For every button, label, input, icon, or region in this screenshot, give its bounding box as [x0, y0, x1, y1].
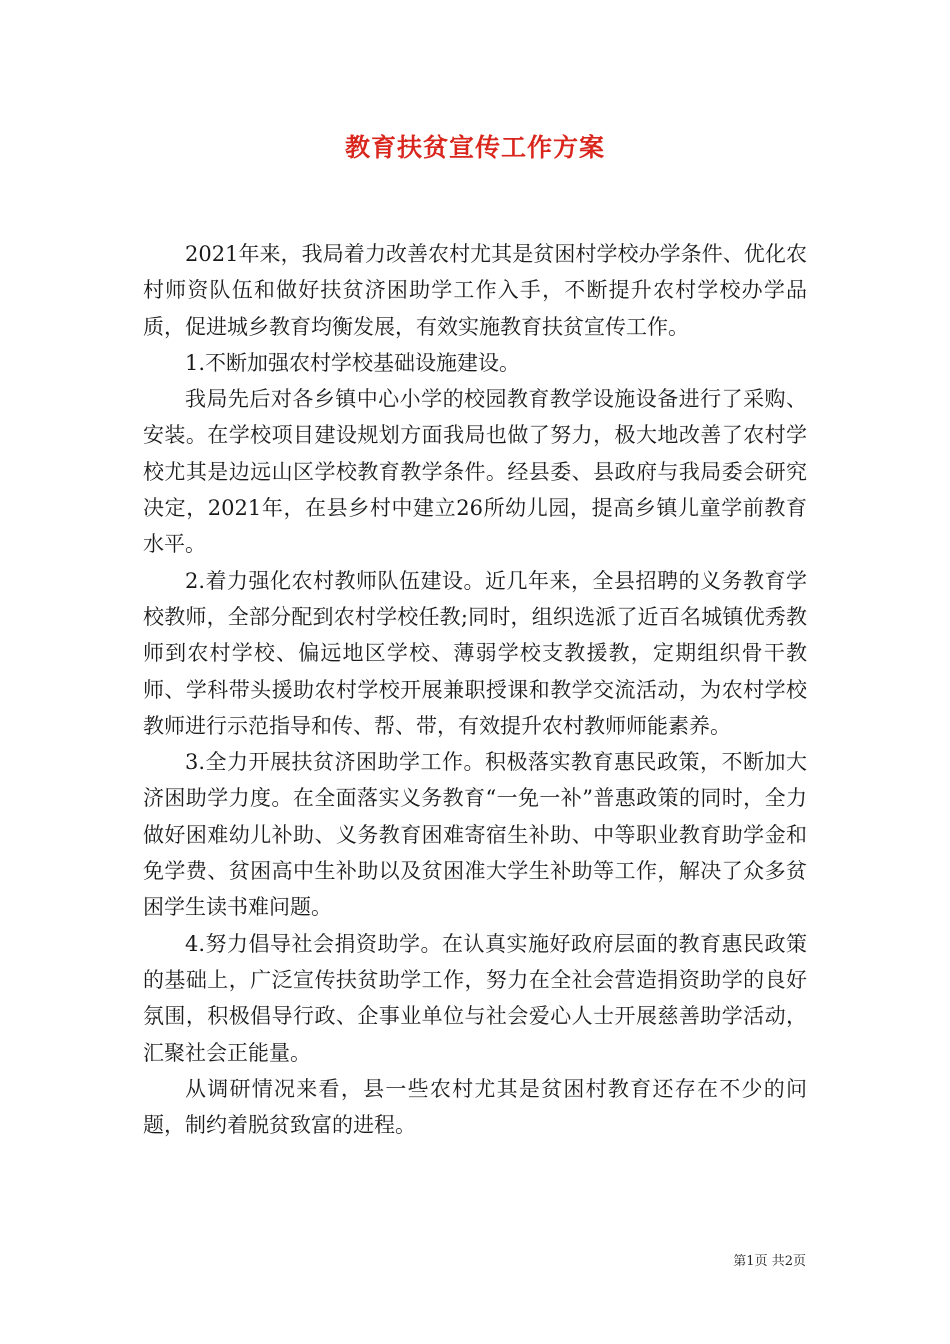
- footer-current-page: 1: [746, 1254, 755, 1269]
- paragraph-teachers: 2.着力强化农村教师队伍建设。近几年来，全县招聘的义务教育学校教师，全部分配到农村学校任教;同时，组织选派了近百名城镇优秀教师到农村学校、偏远地区学校、薄弱学校支教援教，定期组织骨干教师、学科带头援助农村学校开展兼职授课和教学交流活动，为农村学校教师进行示范指导和传、帮、带，有效提升农村教师师能素养。: [143, 568, 807, 738]
- paragraph-donations: 4.努力倡导社会捐资助学。在认真实施好政府层面的教育惠民政策的基础上，广泛宣传扶贫助学工作，努力在全社会营造捐资助学的良好氛围，积极倡导行政、企事业单位与社会爱心人士开展慈善助学活动，汇聚社会正能量。: [143, 931, 807, 1065]
- paragraph-intro: 2021年来，我局着力改善农村尤其是贫困村学校办学条件、优化农村师资队伍和做好扶贫济困助学工作入手，不断提升农村学校办学品质，促进城乡教育均衡发展，有效实施教育扶贫宣传工作。: [143, 242, 807, 339]
- footer-prefix: 第: [733, 1254, 747, 1269]
- footer-suffix: 页: [792, 1254, 806, 1269]
- document-title: 教育扶贫宣传工作方案: [344, 133, 605, 162]
- footer-total-pages: 2: [784, 1254, 793, 1269]
- paragraph-infrastructure: 我局先后对各乡镇中心小学的校园教育教学设施设备进行了采购、安装。在学校项目建设规划方面我局也做了努力，极大地改善了农村学校尤其是边远山区学校教育教学条件。经县委、县政府与我局委会研究决定，2021年，在县乡村中建立26所幼儿园，提高乡镇儿童学前教育水平。: [143, 387, 807, 557]
- document-body: [143, 236, 807, 1143]
- paragraph-heading-1: 1.不断加强农村学校基础设施建设。: [185, 350, 521, 375]
- page-number-footer: [733, 1250, 806, 1269]
- paragraph-assistance: 3.全力开展扶贫济困助学工作。积极落实教育惠民政策，不断加大济困助学力度。在全面落实义务教育“一免一补”普惠政策的同时，全力做好困难幼儿补助、义务教育困难寄宿生补助、中等职业教育助学金和免学费、贫困高中生补助以及贫困准大学生补助等工作，解决了众多贫困学生读书难问题。: [143, 750, 807, 920]
- paragraph-conclusion: 从调研情况来看，县一些农村尤其是贫困村教育还存在不少的问题，制约着脱贫致富的进程。: [143, 1076, 807, 1138]
- footer-middle: 页 共: [754, 1254, 785, 1269]
